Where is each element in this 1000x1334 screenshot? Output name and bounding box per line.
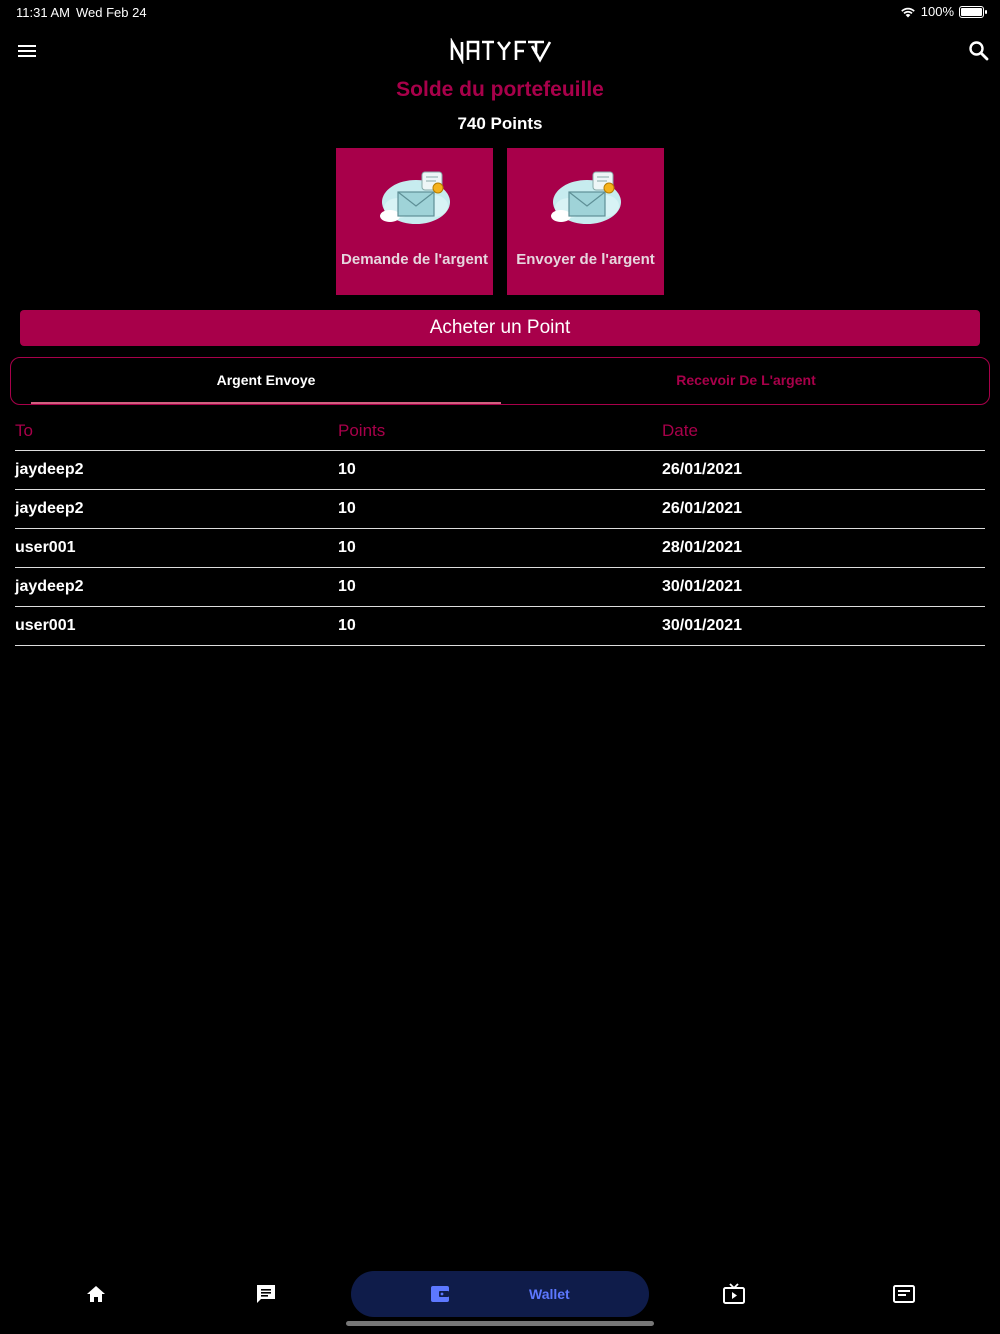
table-row bbox=[15, 568, 985, 607]
transaction-tabs bbox=[10, 357, 990, 405]
status-right bbox=[900, 4, 984, 19]
cell-to: jaydeep2 bbox=[15, 500, 84, 517]
wifi-icon bbox=[900, 6, 916, 18]
app-logo bbox=[440, 38, 560, 64]
top-bar bbox=[0, 30, 1000, 72]
hamburger-icon[interactable] bbox=[16, 40, 40, 62]
wallet-balance: 740 Points bbox=[457, 114, 543, 133]
table-row bbox=[15, 490, 985, 529]
send-money-label: Envoyer de l'argent bbox=[516, 251, 655, 268]
cell-points: 10 bbox=[338, 617, 356, 634]
cell-points: 10 bbox=[338, 539, 356, 556]
chat-icon[interactable] bbox=[254, 1282, 278, 1306]
buy-point-button[interactable]: Acheter un Point bbox=[20, 310, 980, 346]
envelope-cloud-icon bbox=[376, 166, 454, 230]
cell-to: jaydeep2 bbox=[15, 578, 84, 595]
cell-date: 26/01/2021 bbox=[662, 461, 743, 478]
cell-date: 30/01/2021 bbox=[662, 578, 743, 595]
send-money-button[interactable] bbox=[507, 148, 664, 295]
cell-date: 30/01/2021 bbox=[662, 617, 743, 634]
cell-points: 10 bbox=[338, 461, 356, 478]
cell-to: user001 bbox=[15, 617, 76, 634]
column-header-to: To bbox=[15, 421, 33, 440]
table-header bbox=[15, 412, 985, 451]
transactions-table bbox=[15, 412, 985, 646]
cell-to: jaydeep2 bbox=[15, 461, 84, 478]
column-header-date: Date bbox=[662, 421, 698, 440]
tab-money-received[interactable]: Recevoir De L'argent bbox=[676, 372, 816, 388]
tv-icon[interactable] bbox=[722, 1282, 746, 1306]
nav-wallet-tab[interactable] bbox=[351, 1271, 649, 1317]
table-row bbox=[15, 529, 985, 568]
news-icon[interactable] bbox=[892, 1282, 916, 1306]
request-money-label: Demande de l'argent bbox=[341, 251, 488, 268]
table-row bbox=[15, 607, 985, 646]
wallet-icon bbox=[429, 1283, 451, 1305]
battery-icon bbox=[959, 6, 984, 18]
home-icon[interactable] bbox=[84, 1282, 108, 1306]
bottom-nav bbox=[0, 1270, 1000, 1320]
table-row bbox=[15, 451, 985, 490]
cell-to: user001 bbox=[15, 539, 76, 556]
request-money-button[interactable] bbox=[336, 148, 493, 295]
tab-money-sent[interactable]: Argent Envoye bbox=[31, 358, 501, 404]
search-icon[interactable] bbox=[966, 38, 992, 64]
home-indicator[interactable] bbox=[346, 1321, 654, 1326]
cell-date: 28/01/2021 bbox=[662, 539, 743, 556]
wallet-title: Solde du portefeuille bbox=[396, 78, 604, 101]
cell-points: 10 bbox=[338, 500, 356, 517]
status-date: Wed Feb 24 bbox=[76, 5, 147, 20]
status-bar bbox=[0, 0, 1000, 24]
column-header-points: Points bbox=[338, 421, 386, 440]
status-time: 11:31 AM bbox=[16, 5, 70, 20]
battery-percent: 100% bbox=[920, 4, 954, 19]
cell-date: 26/01/2021 bbox=[662, 500, 743, 517]
nav-wallet-label: Wallet bbox=[529, 1286, 570, 1302]
cell-points: 10 bbox=[338, 578, 356, 595]
envelope-cloud-icon bbox=[547, 166, 625, 230]
